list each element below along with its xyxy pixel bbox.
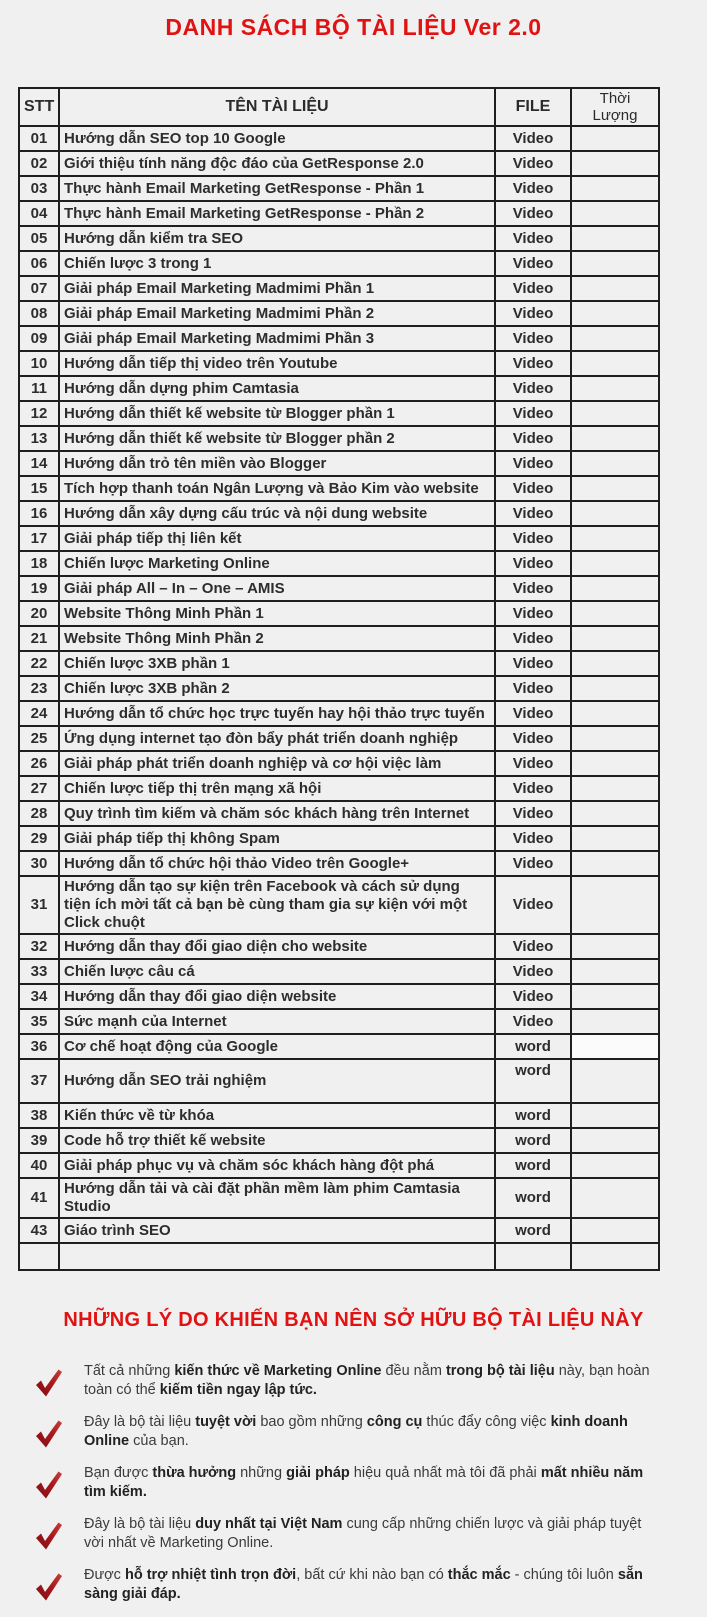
- table-row: [19, 701, 659, 726]
- column-header-name: TÊN TÀI LIỆU: [59, 88, 495, 126]
- file-type-cell: Video: [495, 851, 571, 876]
- document-name-cell: Hướng dẫn tổ chức học trực tuyến hay hội thảo trực tuyến: [59, 701, 495, 726]
- checkmark-icon: [34, 1368, 64, 1398]
- reason-item: [34, 1362, 664, 1400]
- document-name-cell: Giới thiệu tính năng độc đáo của GetResponse 2.0: [59, 151, 495, 176]
- table-row: [19, 426, 659, 451]
- row-number-cell: 33: [19, 959, 59, 984]
- row-number-cell: 26: [19, 751, 59, 776]
- reason-text-segment: Được: [84, 1567, 125, 1583]
- document-name-cell: Hướng dẫn tải và cài đặt phần mềm làm phim Camtasia Studio: [59, 1178, 495, 1218]
- duration-cell: [571, 1218, 659, 1243]
- table-row: [19, 1153, 659, 1178]
- row-number-cell: 28: [19, 801, 59, 826]
- table-row: [19, 876, 659, 934]
- reason-text-segment: Bạn được: [84, 1465, 153, 1481]
- row-number-cell: 15: [19, 476, 59, 501]
- file-type-cell: word: [495, 1059, 571, 1103]
- table-row: [19, 601, 659, 626]
- table-header-row: [19, 88, 659, 126]
- duration-cell: [571, 301, 659, 326]
- document-name-cell: Hướng dẫn dựng phim Camtasia: [59, 376, 495, 401]
- duration-cell: [571, 801, 659, 826]
- row-number-cell: 17: [19, 526, 59, 551]
- reason-text-segment: , bất cứ khi nào bạn có: [296, 1567, 448, 1583]
- row-number-cell: 25: [19, 726, 59, 751]
- duration-cell: [571, 676, 659, 701]
- row-number-cell: 09: [19, 326, 59, 351]
- file-type-cell: word: [495, 1128, 571, 1153]
- file-type-cell: Video: [495, 1009, 571, 1034]
- duration-cell: [571, 751, 659, 776]
- file-type-cell: Video: [495, 676, 571, 701]
- table-row: [19, 1034, 659, 1059]
- duration-cell: [571, 626, 659, 651]
- duration-cell: [571, 1243, 659, 1270]
- table-row: [19, 1178, 659, 1218]
- duration-cell: [571, 934, 659, 959]
- row-number-cell: 22: [19, 651, 59, 676]
- row-number-cell: 31: [19, 876, 59, 934]
- file-type-cell: Video: [495, 959, 571, 984]
- row-number-cell: 19: [19, 576, 59, 601]
- duration-cell: [571, 376, 659, 401]
- reason-text-segment: thắc mắc: [447, 1567, 511, 1583]
- row-number-cell: 05: [19, 226, 59, 251]
- file-type-cell: word: [495, 1034, 571, 1059]
- checkmark-icon: [34, 1572, 64, 1602]
- file-type-cell: Video: [495, 826, 571, 851]
- reason-text-segment: Đây là bộ tài liệu: [84, 1414, 196, 1430]
- duration-cell: [571, 526, 659, 551]
- document-name-cell: Chiến lược 3XB phần 2: [59, 676, 495, 701]
- file-type-cell: Video: [495, 126, 571, 151]
- checkmark-icon: [34, 1419, 64, 1449]
- row-number-cell: 36: [19, 1034, 59, 1059]
- duration-cell: [571, 601, 659, 626]
- duration-cell: [571, 426, 659, 451]
- row-number-cell: 04: [19, 201, 59, 226]
- table-row: [19, 451, 659, 476]
- document-name-cell: Website Thông Minh Phần 1: [59, 601, 495, 626]
- reason-text-segment: trong bộ tài liệu: [445, 1363, 555, 1379]
- checkmark-icon: [34, 1470, 64, 1500]
- reason-text-segment: tuyệt vời: [195, 1414, 257, 1430]
- document-name-cell: Hướng dẫn tiếp thị video trên Youtube: [59, 351, 495, 376]
- file-type-cell: Video: [495, 626, 571, 651]
- reason-text-segment: đều nằm: [381, 1363, 446, 1379]
- file-type-cell: Video: [495, 776, 571, 801]
- file-type-cell: Video: [495, 601, 571, 626]
- reason-text: [84, 1362, 659, 1400]
- table-row: [19, 1059, 659, 1103]
- duration-cell: [571, 701, 659, 726]
- file-type-cell: Video: [495, 701, 571, 726]
- row-number-cell: 21: [19, 626, 59, 651]
- table-row: [19, 984, 659, 1009]
- file-type-cell: word: [495, 1153, 571, 1178]
- document-list-table: [18, 87, 660, 1271]
- file-type-cell: Video: [495, 151, 571, 176]
- table-row: [19, 1009, 659, 1034]
- table-row: [19, 226, 659, 251]
- table-row: [19, 301, 659, 326]
- document-name-cell: Giải pháp tiếp thị liên kết: [59, 526, 495, 551]
- duration-cell: [571, 251, 659, 276]
- duration-cell: [571, 1059, 659, 1103]
- duration-cell: [571, 326, 659, 351]
- file-type-cell: Video: [495, 251, 571, 276]
- document-name-cell: Hướng dẫn thiết kế website từ Blogger phần 2: [59, 426, 495, 451]
- table-row: [19, 351, 659, 376]
- file-type-cell: Video: [495, 451, 571, 476]
- table-row: [19, 326, 659, 351]
- file-type-cell: word: [495, 1178, 571, 1218]
- reasons-heading: NHỮNG LÝ DO KHIẾN BẠN NÊN SỞ HỮU BỘ TÀI LIỆU NÀY: [63, 1309, 644, 1331]
- row-number-cell: 16: [19, 501, 59, 526]
- document-name-cell: Hướng dẫn tổ chức hội thảo Video trên Google+: [59, 851, 495, 876]
- document-name-cell: Hướng dẫn thay đổi giao diện cho website: [59, 934, 495, 959]
- document-name-cell: Giải pháp Email Marketing Madmimi Phần 2: [59, 301, 495, 326]
- table-row: [19, 959, 659, 984]
- duration-cell: [571, 1178, 659, 1218]
- table-row: [19, 626, 659, 651]
- document-name-cell: Hướng dẫn SEO top 10 Google: [59, 126, 495, 151]
- duration-cell: [571, 651, 659, 676]
- document-name-cell: Chiến lược 3 trong 1: [59, 251, 495, 276]
- file-type-cell: word: [495, 1218, 571, 1243]
- duration-cell: [571, 126, 659, 151]
- table-row: [19, 576, 659, 601]
- document-name-cell: Ứng dụng internet tạo đòn bẩy phát triển doanh nghiệp: [59, 726, 495, 751]
- reason-text-segment: những: [236, 1465, 287, 1481]
- row-number-cell: 43: [19, 1218, 59, 1243]
- reason-text-segment: công cụ: [366, 1414, 423, 1430]
- reason-text-segment: - chúng tôi luôn: [510, 1567, 618, 1583]
- duration-cell: [571, 959, 659, 984]
- file-type-cell: Video: [495, 934, 571, 959]
- document-name-cell: Cơ chế hoạt động của Google: [59, 1034, 495, 1059]
- row-number-cell: 03: [19, 176, 59, 201]
- duration-cell: [571, 876, 659, 934]
- row-number-cell: 37: [19, 1059, 59, 1103]
- duration-cell: [571, 1034, 659, 1059]
- row-number-cell: 24: [19, 701, 59, 726]
- row-number-cell: 13: [19, 426, 59, 451]
- duration-cell: [571, 1128, 659, 1153]
- duration-cell: [571, 201, 659, 226]
- file-type-cell: Video: [495, 401, 571, 426]
- row-number-cell: 10: [19, 351, 59, 376]
- document-name-cell: [59, 1243, 495, 1270]
- document-name-cell: Giải pháp Email Marketing Madmimi Phần 3: [59, 326, 495, 351]
- duration-cell: [571, 451, 659, 476]
- reason-text-segment: duy nhất tại Việt Nam: [195, 1516, 343, 1532]
- row-number-cell: 02: [19, 151, 59, 176]
- document-name-cell: Code hỗ trợ thiết kế website: [59, 1128, 495, 1153]
- duration-cell: [571, 726, 659, 751]
- document-name-cell: Hướng dẫn xây dựng cấu trúc và nội dung website: [59, 501, 495, 526]
- reason-text-segment: của bạn.: [129, 1433, 189, 1449]
- reason-text-segment: hiệu quả nhất mà tôi đã phải: [349, 1465, 541, 1481]
- duration-cell: [571, 551, 659, 576]
- reason-text-segment: bao gồm những: [256, 1414, 367, 1430]
- reason-text-segment: giải pháp: [286, 1465, 350, 1481]
- document-name-cell: Hướng dẫn trỏ tên miền vào Blogger: [59, 451, 495, 476]
- table-row: [19, 1218, 659, 1243]
- reason-text-segment: Đây là bộ tài liệu: [84, 1516, 196, 1532]
- duration-cell: [571, 1153, 659, 1178]
- table-row: [19, 151, 659, 176]
- table-row: [19, 176, 659, 201]
- table-row: [19, 851, 659, 876]
- page-title: DANH SÁCH BỘ TÀI LIỆU Ver 2.0: [165, 14, 542, 40]
- duration-cell: [571, 351, 659, 376]
- table-row: [19, 776, 659, 801]
- reason-text: [84, 1413, 659, 1451]
- duration-cell: [571, 851, 659, 876]
- file-type-cell: Video: [495, 226, 571, 251]
- document-name-cell: Giải pháp phát triển doanh nghiệp và cơ hội việc làm: [59, 751, 495, 776]
- file-type-cell: Video: [495, 201, 571, 226]
- table-row: [19, 251, 659, 276]
- duration-cell: [571, 176, 659, 201]
- duration-cell: [571, 1103, 659, 1128]
- row-number-cell: 06: [19, 251, 59, 276]
- file-type-cell: Video: [495, 651, 571, 676]
- table-row: [19, 1128, 659, 1153]
- table-row-empty: [19, 1243, 659, 1270]
- table-row: [19, 201, 659, 226]
- reason-text: [84, 1566, 659, 1604]
- reason-text-segment: cung cấp những chiến lược và giải pháp tuyệt vời nhất về Marketing Online.: [84, 1516, 642, 1551]
- file-type-cell: Video: [495, 326, 571, 351]
- table-row: [19, 276, 659, 301]
- file-type-cell: Video: [495, 751, 571, 776]
- row-number-cell: 39: [19, 1128, 59, 1153]
- duration-cell: [571, 501, 659, 526]
- document-name-cell: Hướng dẫn SEO trải nghiệm: [59, 1059, 495, 1103]
- row-number-cell: 38: [19, 1103, 59, 1128]
- document-name-cell: Thực hành Email Marketing GetResponse - Phần 1: [59, 176, 495, 201]
- reason-text-segment: hỗ trợ nhiệt tình trọn đời: [124, 1567, 297, 1583]
- table-row: [19, 501, 659, 526]
- file-type-cell: Video: [495, 276, 571, 301]
- table-row: [19, 401, 659, 426]
- document-name-cell: Tích hợp thanh toán Ngân Lượng và Bảo Kim vào website: [59, 476, 495, 501]
- document-name-cell: Chiến lược tiếp thị trên mạng xã hội: [59, 776, 495, 801]
- document-name-cell: Hướng dẫn thay đổi giao diện website: [59, 984, 495, 1009]
- file-type-cell: Video: [495, 351, 571, 376]
- reason-text-segment: kiến thức về Marketing Online: [174, 1363, 382, 1379]
- reason-text-segment: Tất cả những: [84, 1363, 175, 1379]
- reason-text: [84, 1515, 659, 1553]
- reason-text-segment: thừa hưởng: [152, 1465, 237, 1481]
- row-number-cell: 27: [19, 776, 59, 801]
- file-type-cell: Video: [495, 576, 571, 601]
- row-number-cell: 20: [19, 601, 59, 626]
- file-type-cell: Video: [495, 426, 571, 451]
- duration-cell: [571, 226, 659, 251]
- table-row: [19, 651, 659, 676]
- file-type-cell: Video: [495, 551, 571, 576]
- document-name-cell: Giải pháp Email Marketing Madmimi Phần 1: [59, 276, 495, 301]
- file-type-cell: Video: [495, 876, 571, 934]
- reason-text-segment: sẵn sàng giải đáp.: [84, 1567, 643, 1602]
- column-header-stt: STT: [19, 88, 59, 126]
- document-name-cell: Chiến lược Marketing Online: [59, 551, 495, 576]
- document-name-cell: Hướng dẫn kiểm tra SEO: [59, 226, 495, 251]
- document-table-body: [19, 126, 659, 1270]
- file-type-cell: Video: [495, 801, 571, 826]
- reason-text-segment: kinh doanh Online: [84, 1414, 628, 1449]
- row-number-cell: 30: [19, 851, 59, 876]
- duration-cell: [571, 151, 659, 176]
- reason-text: [84, 1464, 659, 1502]
- checkmark-icon: [34, 1521, 64, 1551]
- row-number-cell: 01: [19, 126, 59, 151]
- document-name-cell: Giải pháp phục vụ và chăm sóc khách hàng đột phá: [59, 1153, 495, 1178]
- table-row: [19, 476, 659, 501]
- document-name-cell: Website Thông Minh Phần 2: [59, 626, 495, 651]
- document-name-cell: Sức mạnh của Internet: [59, 1009, 495, 1034]
- duration-cell: [571, 826, 659, 851]
- file-type-cell: Video: [495, 376, 571, 401]
- row-number-cell: [19, 1243, 59, 1270]
- file-type-cell: word: [495, 1103, 571, 1128]
- table-row: [19, 676, 659, 701]
- file-type-cell: Video: [495, 501, 571, 526]
- reason-text-segment: thúc đẩy công việc: [422, 1414, 551, 1430]
- duration-cell: [571, 776, 659, 801]
- table-row: [19, 934, 659, 959]
- reason-item: [34, 1413, 664, 1451]
- row-number-cell: 29: [19, 826, 59, 851]
- reason-item: [34, 1464, 664, 1502]
- table-row: [19, 526, 659, 551]
- duration-cell: [571, 576, 659, 601]
- table-row: [19, 376, 659, 401]
- reason-text-segment: này, bạn hoàn toàn có thể: [84, 1363, 650, 1398]
- duration-cell: [571, 401, 659, 426]
- document-name-cell: Giáo trình SEO: [59, 1218, 495, 1243]
- document-name-cell: Hướng dẫn thiết kế website từ Blogger phần 1: [59, 401, 495, 426]
- table-row: [19, 126, 659, 151]
- reason-item: [34, 1515, 664, 1553]
- table-row: [19, 826, 659, 851]
- reasons-list: [34, 1362, 664, 1604]
- table-row: [19, 801, 659, 826]
- document-name-cell: Kiến thức về từ khóa: [59, 1103, 495, 1128]
- row-number-cell: 34: [19, 984, 59, 1009]
- file-type-cell: Video: [495, 476, 571, 501]
- table-row: [19, 726, 659, 751]
- row-number-cell: 07: [19, 276, 59, 301]
- duration-cell: [571, 276, 659, 301]
- document-name-cell: Hướng dẫn tạo sự kiện trên Facebook và cách sử dụng tiện ích mời tất cả bạn bè cùng tham gia sự kiện với một Click chuột: [59, 876, 495, 934]
- duration-cell: [571, 1009, 659, 1034]
- duration-cell: [571, 476, 659, 501]
- row-number-cell: 11: [19, 376, 59, 401]
- file-type-cell: Video: [495, 301, 571, 326]
- column-header-file: FILE: [495, 88, 571, 126]
- document-name-cell: Giải pháp All – In – One – AMIS: [59, 576, 495, 601]
- document-name-cell: Chiến lược 3XB phần 1: [59, 651, 495, 676]
- file-type-cell: Video: [495, 176, 571, 201]
- table-row: [19, 1103, 659, 1128]
- row-number-cell: 40: [19, 1153, 59, 1178]
- document-name-cell: Thực hành Email Marketing GetResponse - Phần 2: [59, 201, 495, 226]
- file-type-cell: Video: [495, 984, 571, 1009]
- row-number-cell: 18: [19, 551, 59, 576]
- document-name-cell: Quy trình tìm kiếm và chăm sóc khách hàng trên Internet: [59, 801, 495, 826]
- reason-text-segment: mất nhiều năm tìm kiếm.: [84, 1465, 644, 1500]
- row-number-cell: 41: [19, 1178, 59, 1218]
- row-number-cell: 08: [19, 301, 59, 326]
- file-type-cell: [495, 1243, 571, 1270]
- file-type-cell: Video: [495, 726, 571, 751]
- table-row: [19, 751, 659, 776]
- table-row: [19, 551, 659, 576]
- file-type-cell: Video: [495, 526, 571, 551]
- row-number-cell: 12: [19, 401, 59, 426]
- duration-cell: [571, 984, 659, 1009]
- document-name-cell: Giải pháp tiếp thị không Spam: [59, 826, 495, 851]
- row-number-cell: 35: [19, 1009, 59, 1034]
- column-header-duration: Thời Lượng: [571, 88, 659, 126]
- row-number-cell: 14: [19, 451, 59, 476]
- document-name-cell: Chiến lược câu cá: [59, 959, 495, 984]
- reason-item: [34, 1566, 664, 1604]
- row-number-cell: 32: [19, 934, 59, 959]
- row-number-cell: 23: [19, 676, 59, 701]
- reason-text-segment: kiếm tiền ngay lập tức.: [159, 1382, 317, 1398]
